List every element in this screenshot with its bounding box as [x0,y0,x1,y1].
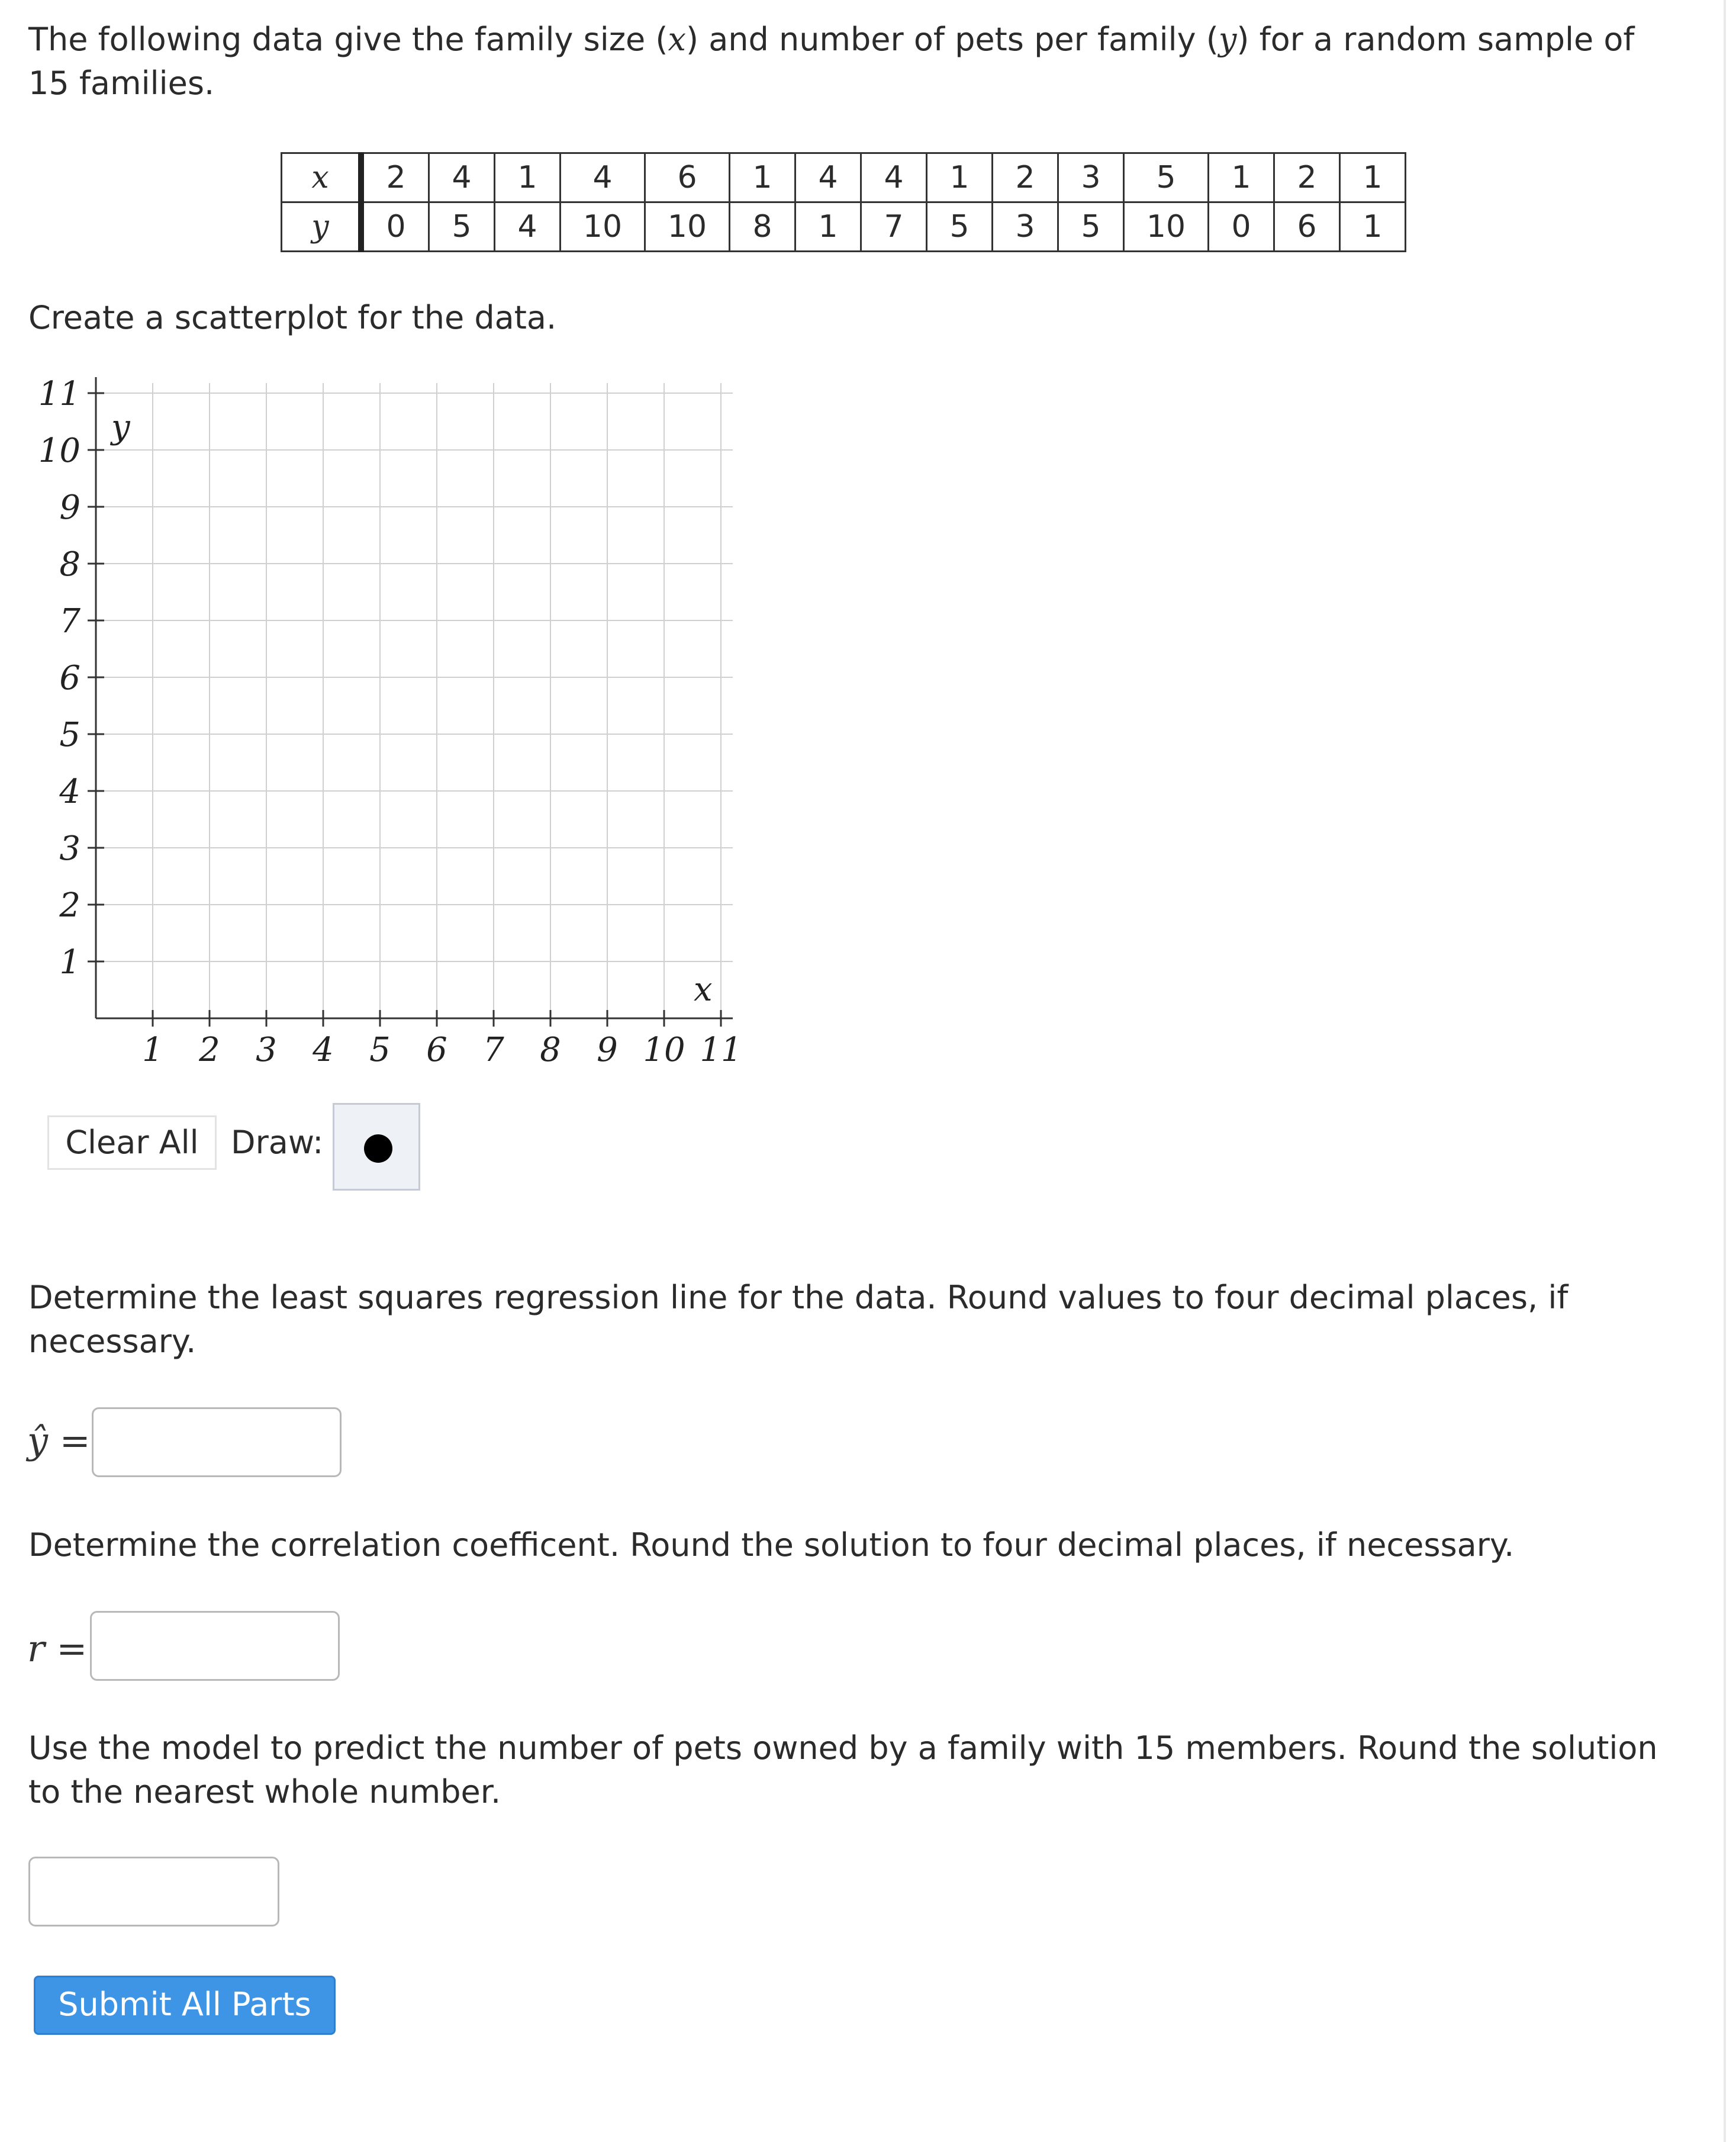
intro-text-part: ) for a random sample of 15 families. [28,21,1635,102]
table-cell-x: 3 [1058,153,1124,202]
table-row-y [282,202,1406,252]
table-cell-x: 1 [495,153,561,202]
table-cell-x: 4 [429,153,495,202]
table-cell-x: 1 [730,153,795,202]
table-cell-x: 1 [1340,153,1406,202]
y-tick-label: 3 [59,829,80,868]
table-cell-y: 6 [1274,202,1340,252]
table-cell-y: 7 [861,202,927,252]
table-cell-x: 2 [361,153,429,202]
table-cell-y: 5 [927,202,993,252]
table-cell-x: 2 [993,153,1058,202]
y-tick-label: 9 [59,488,80,527]
y-tick-label: 8 [59,545,80,584]
scatterplot-graph[interactable] [0,355,769,1083]
x-tick-label: 4 [313,1031,334,1069]
prediction-question: Use the model to predict the number of pets owned by a family with 15 members. Round the solution to the nearest whole number. [28,1729,1658,1810]
y-tick-label: 10 [38,432,80,470]
y-tick-label: 6 [59,659,80,697]
table-cell-y: 0 [1209,202,1274,252]
table-cell-y: 10 [1124,202,1209,252]
table-cell-y: 5 [429,202,495,252]
table-cell-x: 1 [1209,153,1274,202]
table-cell-x: 5 [1124,153,1209,202]
submit-all-parts-button[interactable]: Submit All Parts [34,1976,336,2035]
table-cell-y: 10 [561,202,645,252]
table-cell-y: 1 [795,202,861,252]
table-cell-y: 1 [1340,202,1406,252]
y-tick-label: 4 [59,773,80,811]
variable-y: y [1218,21,1237,58]
table-cell-y: 3 [993,202,1058,252]
y-axis-ticks [38,375,81,982]
correlation-question: Determine the correlation coefficent. Round the solution to four decimal places, if necessary. [28,1526,1515,1564]
regression-input[interactable] [92,1407,342,1477]
table-cell-y: 0 [361,202,429,252]
table-cell-x: 4 [795,153,861,202]
x-tick-label: 3 [256,1031,277,1069]
point-dot-icon [364,1134,392,1163]
y-tick-label: 7 [59,602,80,641]
y-tick-label: 11 [38,375,80,413]
scatterplot-prompt: Create a scatterplot for the data. [28,299,557,336]
table-cell-y: 10 [645,202,730,252]
y-tick-label: 2 [59,886,80,925]
x-tick-label: 7 [483,1031,504,1069]
data-table [281,152,1406,252]
table-cell-y: 4 [495,202,561,252]
regression-label: ŷ = [27,1419,91,1462]
graph-axes [88,377,733,1027]
scrollbar-track[interactable] [1724,0,1726,2142]
clear-all-button[interactable]: Clear All [47,1115,217,1170]
x-tick-label: 5 [369,1031,391,1069]
r-symbol: r [27,1627,45,1670]
correlation-label: r = [27,1627,88,1670]
y-tick-label: 5 [59,716,80,754]
regression-question: Determine the least squares regression line for the data. Round values to four decimal places, if necessary. [28,1279,1568,1360]
variable-x: x [668,21,686,58]
x-tick-label: 2 [199,1031,220,1069]
grid-lines [96,383,733,1018]
x-tick-label: 10 [643,1031,685,1069]
point-tool-button[interactable] [333,1103,420,1191]
x-tick-label: 6 [426,1031,447,1069]
table-row-x [282,153,1406,202]
x-tick-label: 8 [540,1031,561,1069]
table-cell-x: 2 [1274,153,1340,202]
intro-text-part: ) and number of pets per family ( [685,21,1219,58]
x-axis-ticks [142,1031,742,1069]
intro-text-part: The following data give the family size ( [28,21,668,58]
table-header-y: y [282,202,362,252]
x-tick-label: 11 [700,1031,742,1069]
draw-label: Draw: [231,1124,324,1161]
table-header-x: x [282,153,362,202]
y-tick-label: 1 [59,943,80,982]
x-tick-label: 9 [597,1031,618,1069]
prediction-input[interactable] [28,1857,279,1926]
table-cell-y: 5 [1058,202,1124,252]
table-cell-x: 4 [561,153,645,202]
table-cell-x: 1 [927,153,993,202]
y-axis-label: y [111,408,130,446]
table-cell-x: 6 [645,153,730,202]
x-axis-label: x [694,970,713,1009]
y-hat-symbol: ŷ [27,1419,49,1462]
intro-text [28,18,1662,105]
table-cell-y: 8 [730,202,795,252]
correlation-input[interactable] [90,1611,340,1681]
x-tick-label: 1 [142,1031,163,1069]
table-cell-x: 4 [861,153,927,202]
